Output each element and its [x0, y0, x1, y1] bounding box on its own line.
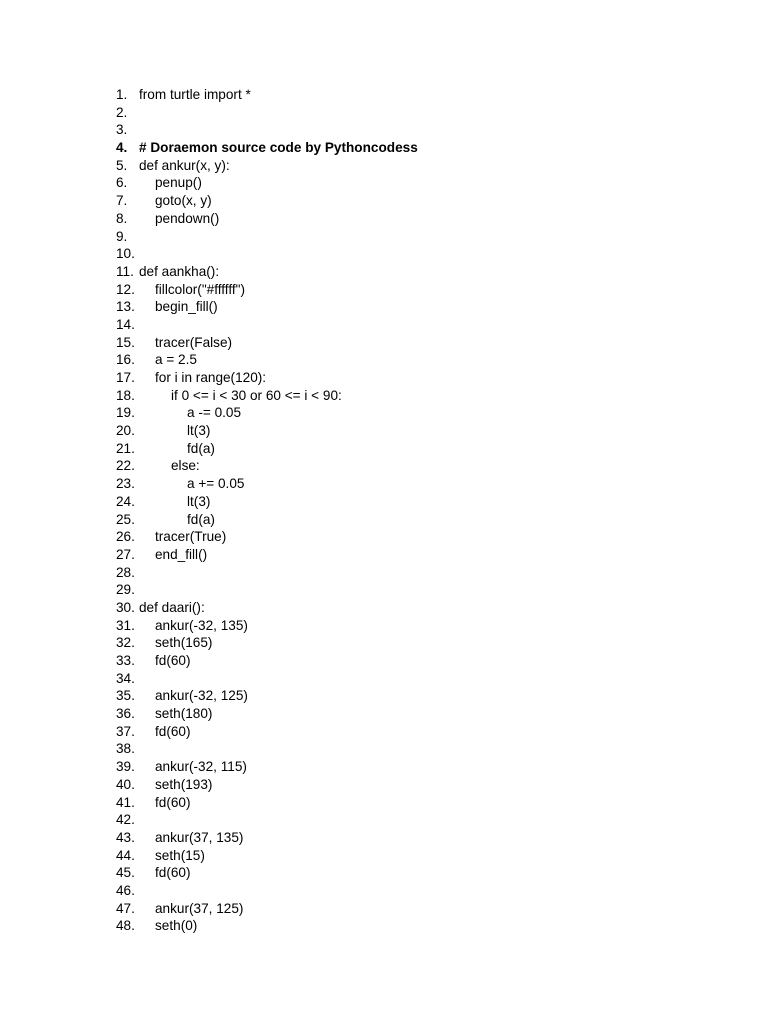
line-text: fillcolor("#ffffff") — [155, 281, 245, 297]
line-text: goto(x, y) — [155, 193, 212, 209]
line-number: 37. — [116, 723, 135, 739]
line-text: fd(60) — [155, 865, 191, 881]
line-number: 9. — [116, 228, 128, 244]
line-text: ankur(-32, 125) — [155, 688, 248, 704]
line-text: def daari(): — [139, 599, 205, 615]
line-number: 15. — [116, 334, 135, 350]
line-text: ankur(-32, 115) — [155, 759, 247, 775]
line-number: 3. — [116, 122, 128, 138]
line-number: 39. — [116, 759, 135, 775]
line-number: 47. — [116, 900, 135, 916]
line-number: 21. — [116, 440, 135, 456]
line-text: lt(3) — [187, 423, 211, 439]
line-number: 25. — [116, 511, 135, 527]
line-number: 18. — [116, 387, 135, 403]
line-text: fd(60) — [155, 653, 191, 668]
line-number: 19. — [116, 405, 135, 421]
line-number: 43. — [116, 829, 135, 845]
line-text: def aankha(): — [139, 263, 220, 279]
line-text: end_fill() — [155, 546, 208, 562]
line-text: a = 2.5 — [155, 352, 197, 368]
line-number: 6. — [116, 175, 128, 191]
line-number: 48. — [116, 918, 135, 934]
line-text: seth(193) — [155, 776, 213, 792]
line-text: pendown() — [155, 210, 220, 226]
line-number: 38. — [116, 741, 135, 757]
line-number: 29. — [116, 582, 135, 598]
line-number: 27. — [116, 546, 135, 562]
line-number: 40. — [116, 776, 135, 792]
line-text: fd(a) — [187, 511, 215, 527]
line-number: 20. — [116, 423, 135, 439]
line-number: 32. — [116, 635, 135, 651]
line-number: 36. — [116, 706, 135, 722]
line-text: fd(60) — [155, 794, 191, 810]
line-number: 7. — [116, 193, 128, 209]
line-number: 8. — [116, 210, 128, 226]
line-text: fd(60) — [155, 723, 191, 739]
line-number: 24. — [116, 493, 135, 509]
line-number: 22. — [116, 458, 135, 474]
line-number: 13. — [116, 299, 135, 315]
line-number: 1. — [116, 87, 128, 102]
line-number: 11. — [116, 263, 134, 279]
line-number: 31. — [116, 617, 135, 633]
line-text: fd(a) — [187, 440, 215, 456]
line-text: seth(15) — [155, 847, 205, 863]
line-number: 10. — [116, 246, 135, 262]
line-number: 30. — [116, 599, 135, 615]
line-text: lt(3) — [187, 493, 211, 509]
line-text: for i in range(120): — [155, 370, 267, 385]
line-number: 34. — [116, 670, 135, 686]
line-text: tracer(True) — [155, 529, 227, 545]
line-text: penup() — [155, 175, 202, 191]
line-number: 14. — [116, 316, 135, 332]
line-number: 5. — [116, 157, 128, 173]
line-number: 26. — [116, 529, 135, 545]
line-number: 45. — [116, 865, 135, 881]
line-number: 12. — [116, 281, 135, 297]
line-text: if 0 <= i < 30 or 60 <= i < 90: — [171, 387, 342, 403]
line-text: seth(165) — [155, 635, 213, 651]
line-text: from turtle import * — [139, 87, 251, 102]
line-text: ankur(37, 135) — [155, 829, 244, 845]
line-text: seth(180) — [155, 706, 213, 722]
line-text: ankur(-32, 135) — [155, 617, 248, 633]
line-text: else: — [171, 458, 200, 474]
line-number: 42. — [116, 812, 135, 828]
line-text: # Doraemon source code by Pythoncodess — [139, 140, 418, 156]
line-number: 33. — [116, 653, 135, 668]
line-text: seth(0) — [155, 918, 198, 934]
line-text: begin_fill() — [155, 299, 218, 315]
line-text: a += 0.05 — [187, 476, 245, 492]
line-number: 46. — [116, 882, 135, 898]
line-number: 41. — [116, 794, 135, 810]
line-number: 44. — [116, 847, 135, 863]
line-number: 17. — [116, 370, 135, 385]
line-number: 2. — [116, 104, 128, 120]
line-number: 23. — [116, 476, 135, 492]
line-text: ankur(37, 125) — [155, 900, 244, 916]
line-text: a -= 0.05 — [187, 405, 242, 421]
line-number: 4. — [116, 140, 128, 156]
line-text: tracer(False) — [155, 334, 233, 350]
line-number: 28. — [116, 564, 135, 580]
line-number: 35. — [116, 688, 135, 704]
line-text: def ankur(x, y): — [139, 157, 230, 173]
line-number: 16. — [116, 352, 135, 368]
